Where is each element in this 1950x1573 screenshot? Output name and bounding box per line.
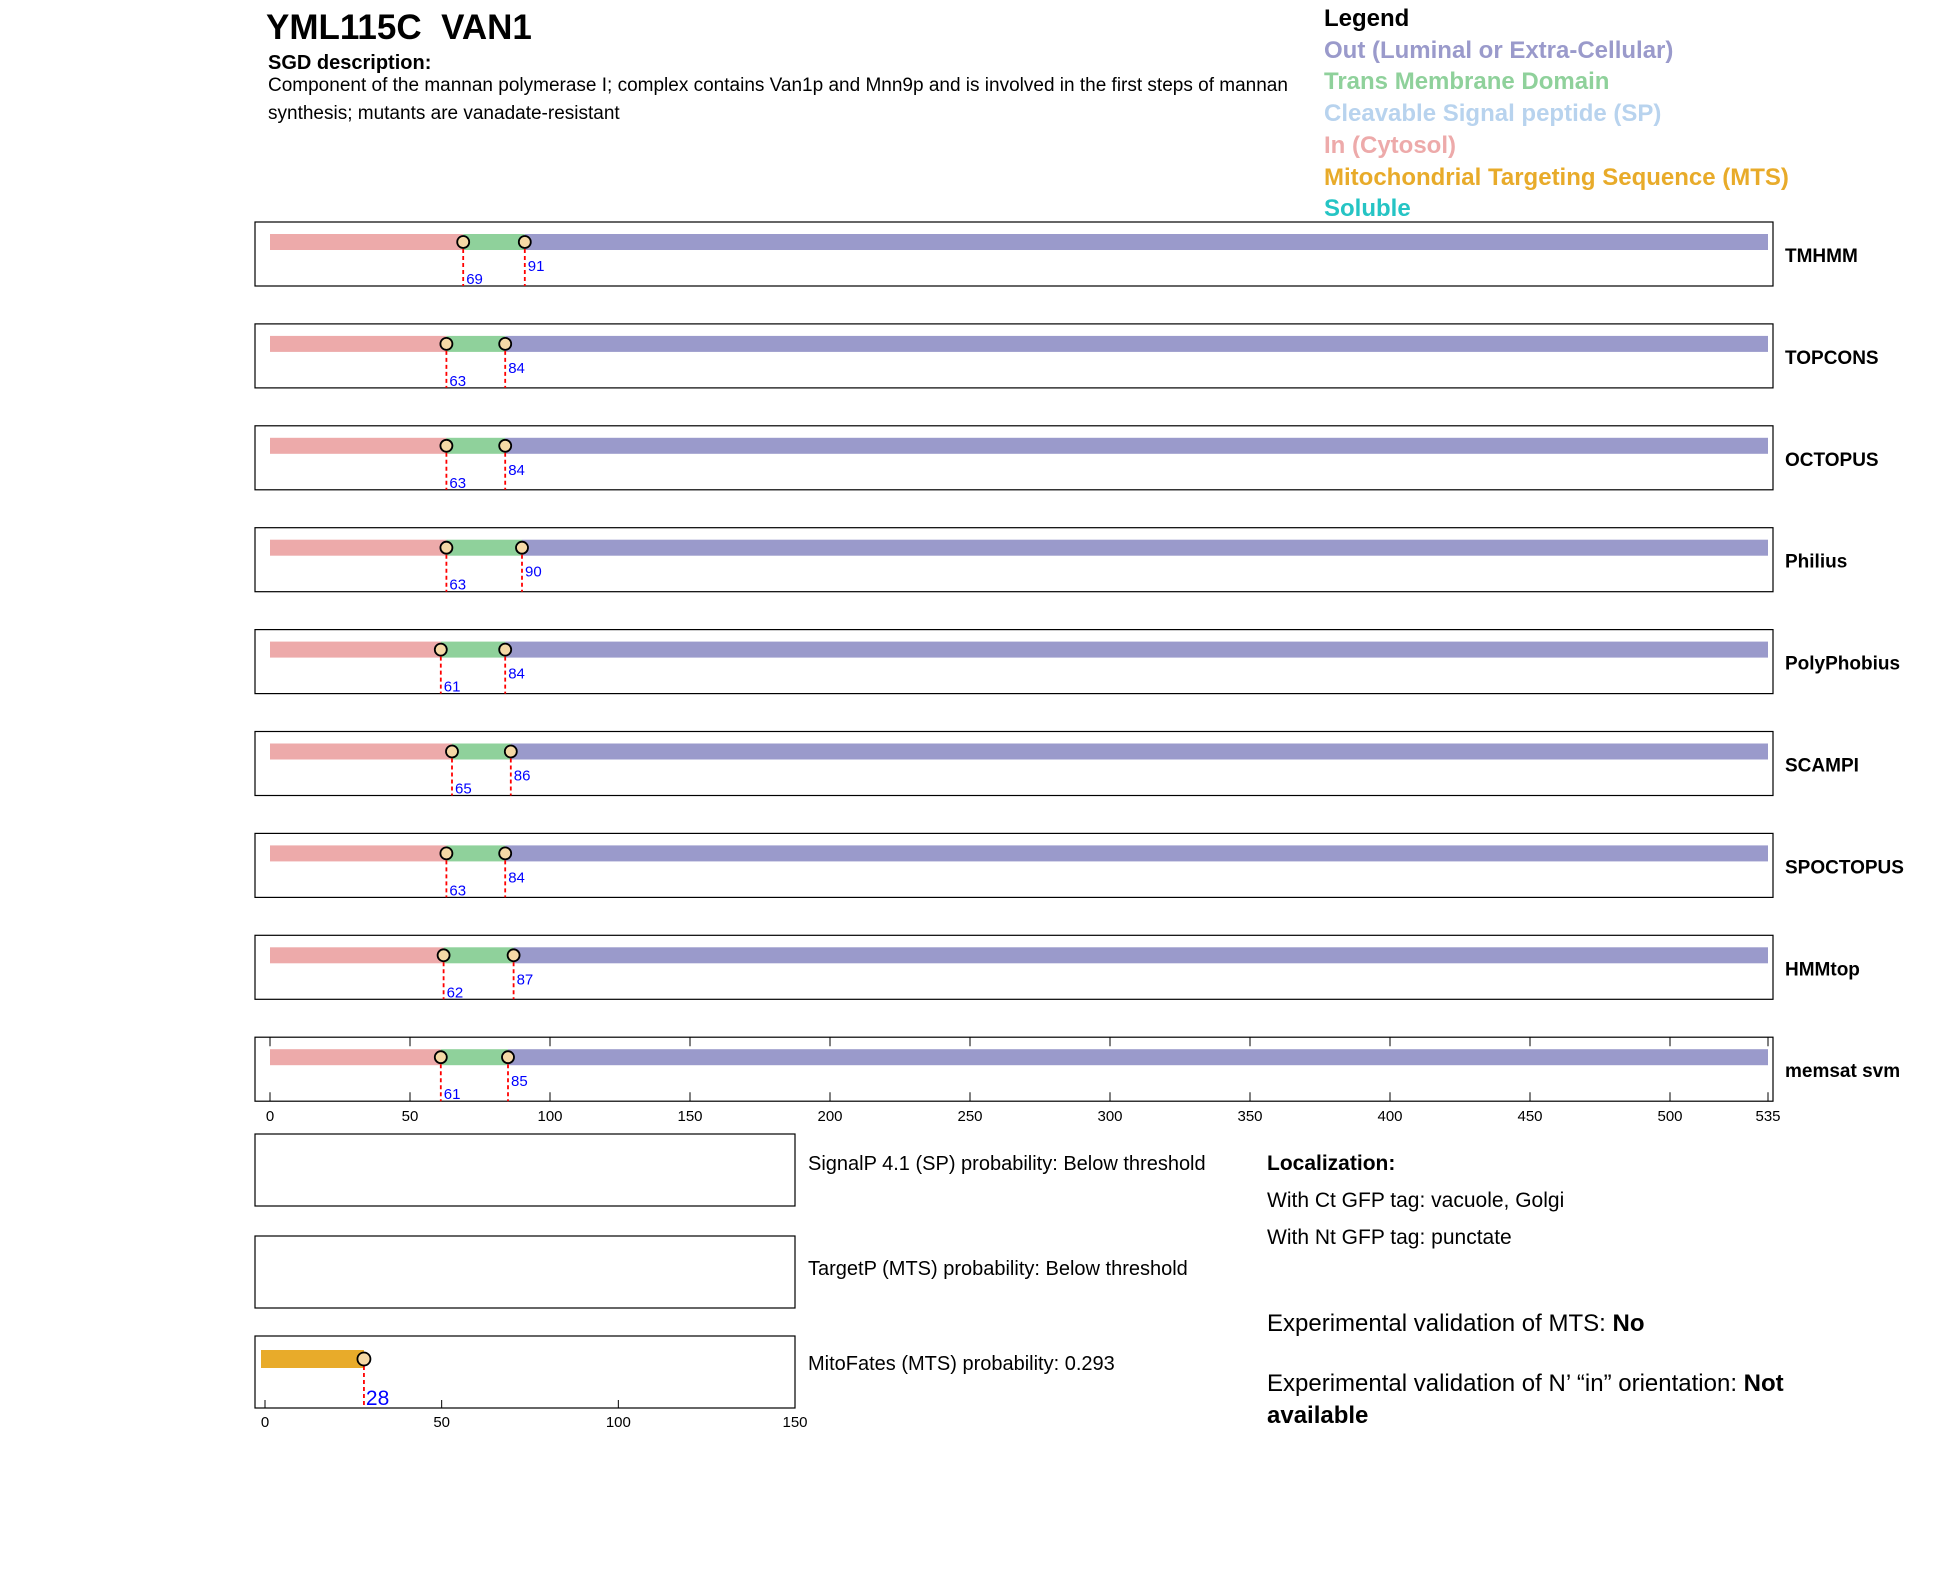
x-tick-label: 450 bbox=[1517, 1108, 1543, 1126]
boundary-marker bbox=[502, 1051, 514, 1063]
boundary-label: 63 bbox=[449, 882, 467, 900]
mts-boundary-marker bbox=[357, 1353, 370, 1366]
boundary-label: 87 bbox=[516, 971, 534, 989]
boundary-marker bbox=[499, 440, 511, 452]
predictor-name: memsat svm bbox=[1785, 1061, 1901, 1083]
boundary-marker bbox=[519, 236, 531, 248]
legend-item-sp: Cleavable Signal peptide (SP) bbox=[1324, 100, 1662, 128]
predictor-name: Philius bbox=[1785, 551, 1848, 573]
legend-item-mts: Mitochondrial Targeting Sequence (MTS) bbox=[1324, 163, 1789, 191]
predictor-name: OCTOPUS bbox=[1785, 449, 1879, 471]
tm-segment bbox=[446, 845, 505, 861]
legend-item-tm: Trans Membrane Domain bbox=[1324, 68, 1610, 96]
out-segment bbox=[505, 845, 1768, 861]
x-tick-label: 400 bbox=[1377, 1108, 1403, 1126]
localization-ct: With Ct GFP tag: vacuole, Golgi bbox=[1267, 1189, 1565, 1212]
boundary-label: 91 bbox=[527, 258, 545, 275]
predictor-name: SCAMPI bbox=[1785, 755, 1859, 777]
localization-title: Localization: bbox=[1267, 1152, 1396, 1175]
predictor-name: PolyPhobius bbox=[1785, 653, 1901, 675]
predictor-panel-topcons bbox=[255, 324, 1773, 388]
mito-x-tick-label: 150 bbox=[782, 1414, 808, 1431]
boundary-label: 61 bbox=[443, 678, 461, 696]
x-tick-label: 0 bbox=[265, 1108, 275, 1126]
mito-x-tick-label: 0 bbox=[260, 1414, 270, 1431]
boundary-label: 84 bbox=[508, 461, 525, 479]
orientation-validation-label: Experimental validation of N’ “in” orientation: bbox=[1267, 1370, 1744, 1397]
out-segment bbox=[525, 234, 1768, 250]
predictor-panel-scampi bbox=[255, 732, 1773, 796]
boundary-marker bbox=[499, 847, 511, 859]
predictor-name: TMHMM bbox=[1785, 246, 1858, 267]
in-segment bbox=[270, 336, 446, 352]
targetp-label: TargetP (MTS) probability: Below threshold bbox=[808, 1258, 1188, 1280]
signalp-label: SignalP 4.1 (SP) probability: Below threshold bbox=[808, 1153, 1206, 1175]
out-segment bbox=[522, 540, 1768, 556]
tm-segment bbox=[444, 947, 514, 963]
boundary-marker bbox=[499, 644, 511, 656]
in-segment bbox=[270, 744, 452, 760]
tm-segment bbox=[452, 744, 511, 760]
boundary-label: 69 bbox=[466, 271, 483, 288]
in-segment bbox=[270, 642, 441, 658]
boundary-marker bbox=[505, 746, 517, 758]
boundary-label: 63 bbox=[449, 474, 467, 492]
tm-segment bbox=[441, 642, 505, 658]
boundary-marker bbox=[499, 338, 511, 350]
boundary-label: 61 bbox=[443, 1086, 461, 1104]
orientation-validation bbox=[1267, 1368, 1827, 1432]
predictor-panel-memsat-svm bbox=[255, 1037, 1773, 1104]
out-segment bbox=[514, 947, 1768, 963]
out-segment bbox=[511, 744, 1768, 760]
boundary-label: 62 bbox=[446, 984, 464, 1002]
in-segment bbox=[270, 540, 446, 556]
predictor-panel-octopus bbox=[255, 426, 1773, 490]
boundary-label: 90 bbox=[525, 563, 542, 581]
boundary-marker bbox=[435, 1051, 447, 1063]
boundary-marker bbox=[457, 236, 469, 248]
mito-x-tick-label: 50 bbox=[433, 1414, 451, 1431]
legend-title: Legend bbox=[1324, 5, 1410, 32]
mitofates-panel bbox=[255, 1336, 795, 1408]
boundary-marker bbox=[435, 644, 447, 656]
signalp-panel bbox=[255, 1134, 795, 1206]
x-tick-label: 300 bbox=[1097, 1108, 1123, 1126]
in-segment bbox=[270, 947, 444, 963]
mts-validation-label: Experimental validation of MTS: bbox=[1267, 1310, 1613, 1337]
out-segment bbox=[505, 438, 1768, 454]
predictor-name: HMMtop bbox=[1785, 959, 1860, 981]
tm-segment bbox=[446, 540, 522, 556]
predictor-name: TOPCONS bbox=[1785, 347, 1879, 369]
boundary-marker bbox=[446, 746, 458, 758]
legend-item-in: In (Cytosol) bbox=[1324, 131, 1456, 159]
boundary-marker bbox=[440, 542, 452, 554]
in-segment bbox=[270, 438, 446, 454]
boundary-marker bbox=[516, 542, 528, 554]
tm-segment bbox=[463, 234, 525, 250]
mitofates-label: MitoFates (MTS) probability: 0.293 bbox=[808, 1353, 1115, 1375]
legend-item-out: Out (Luminal or Extra-Cellular) bbox=[1324, 36, 1674, 64]
mito-x-tick-label: 100 bbox=[605, 1414, 631, 1431]
predictor-panel-hmmtop bbox=[255, 935, 1773, 1002]
x-tick-label: 535 bbox=[1755, 1108, 1781, 1126]
boundary-label: 86 bbox=[513, 767, 531, 785]
boundary-marker bbox=[440, 440, 452, 452]
x-tick-label: 200 bbox=[817, 1108, 843, 1126]
out-segment bbox=[508, 1049, 1768, 1065]
predictor-panel-polyphobius bbox=[255, 630, 1773, 694]
boundary-marker bbox=[440, 847, 452, 859]
boundary-marker bbox=[508, 949, 520, 961]
mts-validation-value: No bbox=[1612, 1310, 1645, 1337]
in-segment bbox=[270, 1049, 441, 1065]
out-segment bbox=[505, 336, 1768, 352]
x-tick-label: 350 bbox=[1237, 1108, 1263, 1126]
predictor-panel-philius bbox=[255, 528, 1773, 592]
tm-segment bbox=[441, 1049, 508, 1065]
boundary-label: 85 bbox=[511, 1073, 528, 1091]
in-segment bbox=[270, 845, 446, 861]
boundary-marker bbox=[440, 338, 452, 350]
x-tick-label: 50 bbox=[401, 1108, 419, 1126]
tm-segment bbox=[446, 438, 505, 454]
mts-segment bbox=[261, 1350, 364, 1368]
orientation-validation-value: Not available bbox=[1267, 1370, 1784, 1429]
gene-title: YML115C VAN1 bbox=[266, 8, 532, 47]
boundary-label: 63 bbox=[449, 372, 467, 390]
boundary-label: 65 bbox=[455, 780, 472, 798]
sgd-description: Component of the mannan polymerase I; complex contains Van1p and Mnn9p and is involved in the first steps of mannan synthesis; mutants are vanadate-resistant bbox=[268, 75, 1288, 124]
targetp-panel bbox=[255, 1236, 795, 1308]
localization-nt: With Nt GFP tag: punctate bbox=[1267, 1226, 1512, 1249]
boundary-label: 63 bbox=[449, 576, 467, 594]
x-tick-label: 100 bbox=[537, 1108, 563, 1126]
sgd-description-label: SGD description: bbox=[268, 52, 432, 74]
boundary-label: 84 bbox=[508, 665, 525, 683]
boundary-label: 84 bbox=[508, 869, 525, 887]
boundary-marker bbox=[438, 949, 450, 961]
in-segment bbox=[270, 234, 463, 250]
x-tick-label: 150 bbox=[677, 1108, 703, 1126]
predictor-panel-spoctopus bbox=[255, 833, 1773, 900]
mts-validation bbox=[1267, 1308, 1644, 1340]
legend-item-soluble: Soluble bbox=[1324, 195, 1411, 223]
predictor-name: SPOCTOPUS bbox=[1785, 857, 1904, 879]
boundary-label: 84 bbox=[508, 359, 525, 377]
tm-segment bbox=[446, 336, 505, 352]
x-tick-label: 250 bbox=[957, 1108, 983, 1126]
out-segment bbox=[505, 642, 1768, 658]
mts-boundary-label: 28 bbox=[365, 1387, 390, 1410]
x-tick-label: 500 bbox=[1657, 1108, 1683, 1126]
